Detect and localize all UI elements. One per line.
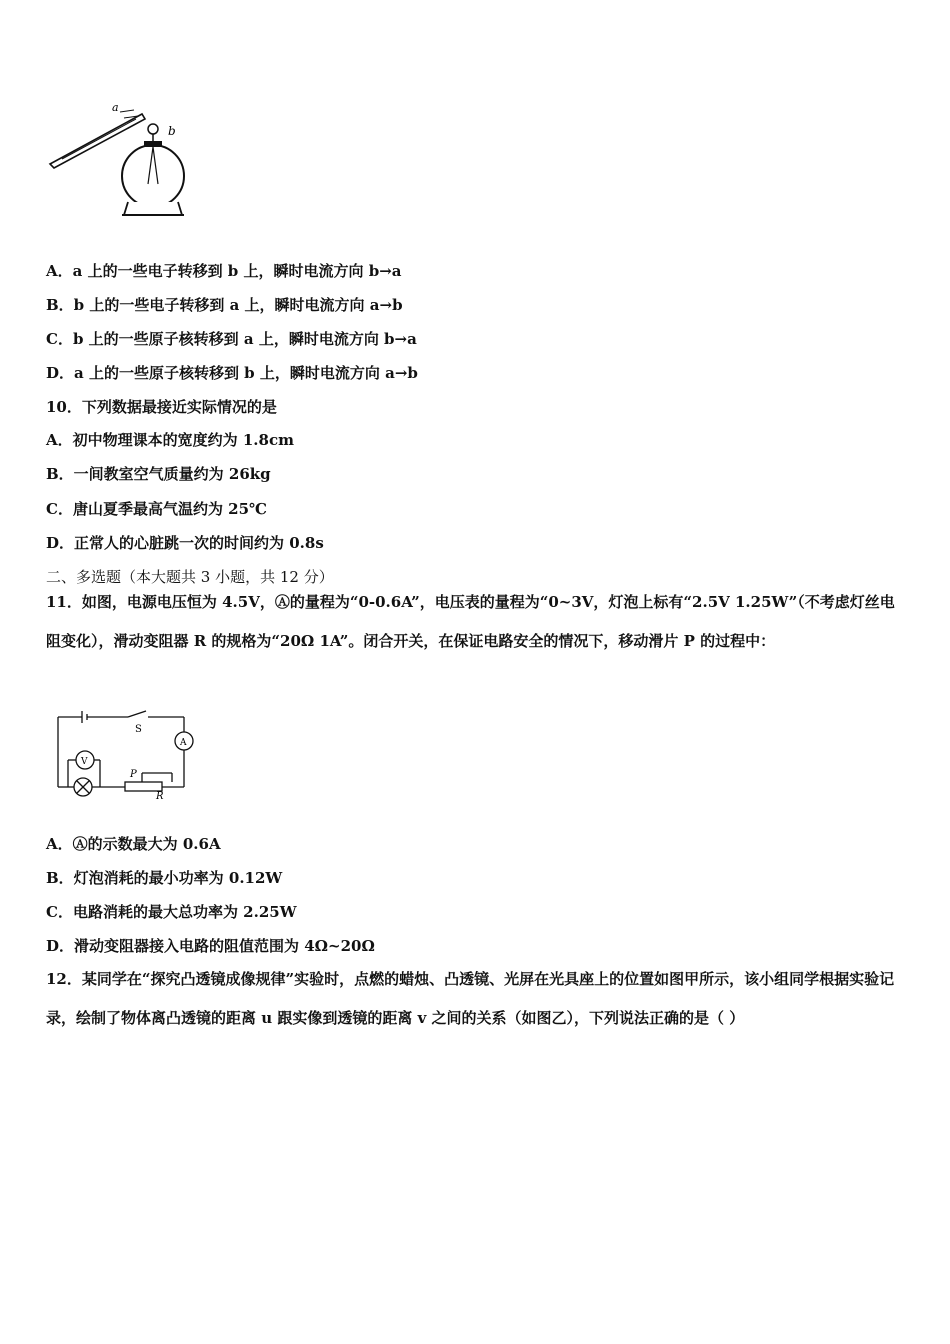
q9-option-d: D．a 上的一些原子核转移到 b 上，瞬时电流方向 a→b (46, 364, 418, 382)
q10-option-a: A．初中物理课本的宽度约为 1.8cm (46, 431, 294, 449)
q10-stem: 10．下列数据最接近实际情况的是 (46, 398, 277, 416)
q10-option-c: C．唐山夏季最高气温约为 25℃ (46, 500, 268, 518)
q11-option-c: C．电路消耗的最大总功率为 2.25W (46, 903, 297, 921)
slider-label: P (130, 769, 137, 780)
q12-stem: 12．某同学在“探究凸透镜成像规律”实验时，点燃的蜡烛、凸透镜、光屏在光具座上的位置如图甲所示，该小组同学根据实验记录，绘制了物体离凸透镜的距离 u 跟实像到透镜的距离 v 之间的关系（如图乙），下列说法正确的是（ ） (46, 970, 895, 1027)
resistor-label: R (156, 791, 164, 800)
q10-option-b: B．一间教室空气质量约为 26kg (46, 465, 271, 483)
q9-option-c: C．b 上的一些原子核转移到 a 上，瞬时电流方向 b→a (46, 330, 417, 348)
q11-option-d: D．滑动变阻器接入电路的阻值范围为 4Ω~20Ω (46, 937, 375, 955)
q10-option-d: D．正常人的心脏跳一次的时间约为 0.8s (46, 534, 324, 552)
q11-option-b: B．灯泡消耗的最小功率为 0.12W (46, 869, 283, 887)
section-heading: 二、多选题（本大题共 3 小题，共 12 分） (46, 568, 334, 586)
switch-label: S (135, 724, 142, 735)
voltmeter-label: V (81, 757, 88, 767)
label-a: a (112, 101, 119, 114)
circuit-diagram (50, 705, 200, 800)
q11-stem: 11．如图，电源电压恒为 4.5V，Ⓐ的量程为“0-0.6A”，电压表的量程为“0~3V，灯泡上标有“2.5V 1.25W”（不考虑灯丝电阻变化），滑动变阻器 R 的规格为“20Ω 1A”。闭合开关，在保证电路安全的情况下，移动滑片 P 的过程中： (46, 593, 895, 650)
q9-option-b: B．b 上的一些电子转移到 a 上，瞬时电流方向 a→b (46, 296, 403, 314)
ammeter-label: A (180, 738, 187, 748)
q11-option-a: A．Ⓐ的示数最大为 0.6A (46, 835, 221, 853)
label-b: b (168, 124, 176, 138)
q9-option-a: A．a 上的一些电子转移到 b 上，瞬时电流方向 b→a (46, 262, 402, 280)
electroscope-figure (44, 96, 194, 221)
